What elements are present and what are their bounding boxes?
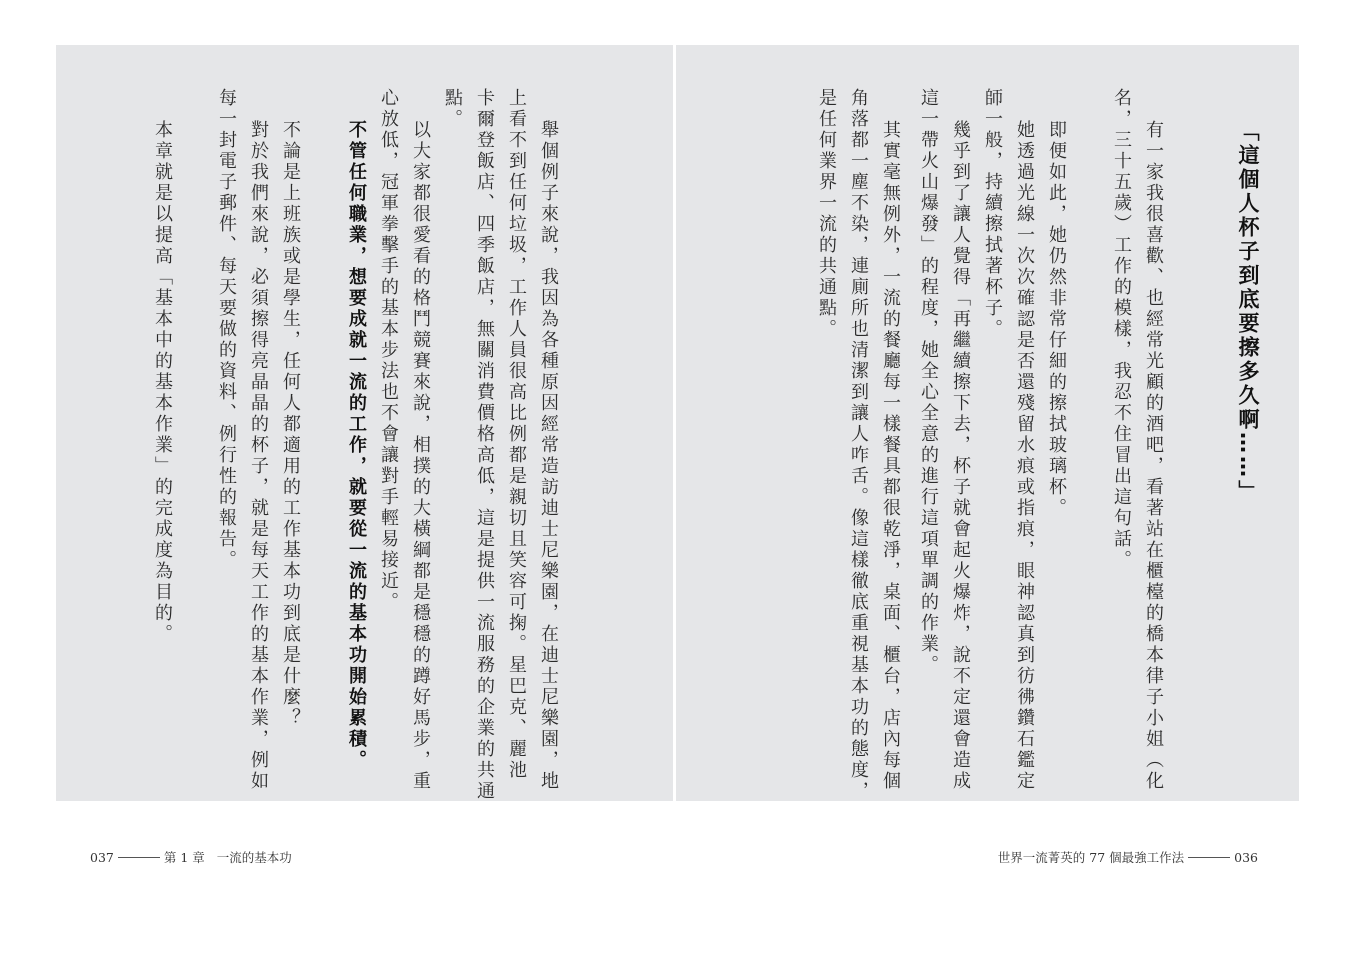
body-column: 上看不到任何垃圾，工作人員很高比例都是親切且笑容可掬。星巴克、麗池 — [506, 88, 527, 781]
body-column: 即便如此，她仍然非常仔細的擦拭玻璃杯。 — [1046, 120, 1067, 519]
body-column: 點。 — [442, 88, 463, 130]
body-column: 師一般，持續擦拭著杯子。 — [982, 88, 1003, 340]
body-column: 是任何業界一流的共通點。 — [816, 88, 837, 340]
body-column: 舉個例子來說，我因為各種原因經常造訪迪士尼樂園，在迪士尼樂園，地 — [538, 120, 559, 792]
body-column: 角落都一塵不染，連廁所也清潔到讓人咋舌。像這樣徹底重視基本功的態度， — [848, 88, 869, 802]
body-column: 這一帶火山爆發」的程度，她全心全意的進行這項單調的作業。 — [918, 88, 939, 676]
footer-rule — [1188, 857, 1230, 858]
body-column: 本章就是以提高「基本中的基本作業」的完成度為目的。 — [152, 120, 173, 645]
page-number: 037 — [90, 849, 114, 865]
body-column: 心放低，冠軍拳擊手的基本步法也不會讓對手輕易接近。 — [378, 88, 399, 613]
body-column: 以大家都很愛看的格鬥競賽來說，相撲的大橫綱都是穩穩的蹲好馬步，重 — [410, 120, 431, 792]
book-gutter — [673, 45, 676, 801]
body-column: 幾乎到了讓人覺得「再繼續擦下去，杯子就會起火爆炸，說不定還會造成 — [950, 120, 971, 792]
body-column: 對於我們來說，必須擦得亮晶晶的杯子，就是每天工作的基本作業，例如 — [248, 120, 269, 792]
body-column: 有一家我很喜歡、也經常光顧的酒吧，看著站在櫃檯的橋本律子小姐（化 — [1143, 120, 1164, 792]
emphasis-column: 不管任何職業，想要成就一流的工作，就要從一流的基本功開始累積。 — [346, 120, 367, 771]
book-title: 世界一流菁英的 77 個最強工作法 — [997, 850, 1185, 865]
chapter-title: 一流的基本功 — [216, 850, 292, 865]
body-column: 名，三十五歲）工作的模樣，我忍不住冒出這句話。 — [1111, 88, 1132, 571]
body-column: 不論是上班族或是學生，任何人都適用的工作基本功到底是什麼？ — [280, 120, 301, 729]
chapter-label: 第 1 章 — [163, 850, 205, 865]
body-column: 每一封電子郵件、每天要做的資料、例行性的報告。 — [216, 88, 237, 571]
body-column: 她透過光線一次次確認是否還殘留水痕或指痕，眼神認真到彷彿鑽石鑑定 — [1014, 120, 1035, 792]
page-number: 036 — [1234, 849, 1258, 865]
left-page-footer — [90, 848, 292, 866]
right-page-footer — [998, 848, 1258, 866]
body-column: 卡爾登飯店、四季飯店，無關消費價格高低，這是提供一流服務的企業的共通 — [474, 88, 495, 802]
footer-rule — [118, 857, 160, 858]
body-column: 其實毫無例外，一流的餐廳每一樣餐具都很乾淨，桌面、櫃台，店內每個 — [880, 120, 901, 792]
section-heading: 「這個人杯子到底要擦多久啊……」 — [1236, 120, 1260, 504]
